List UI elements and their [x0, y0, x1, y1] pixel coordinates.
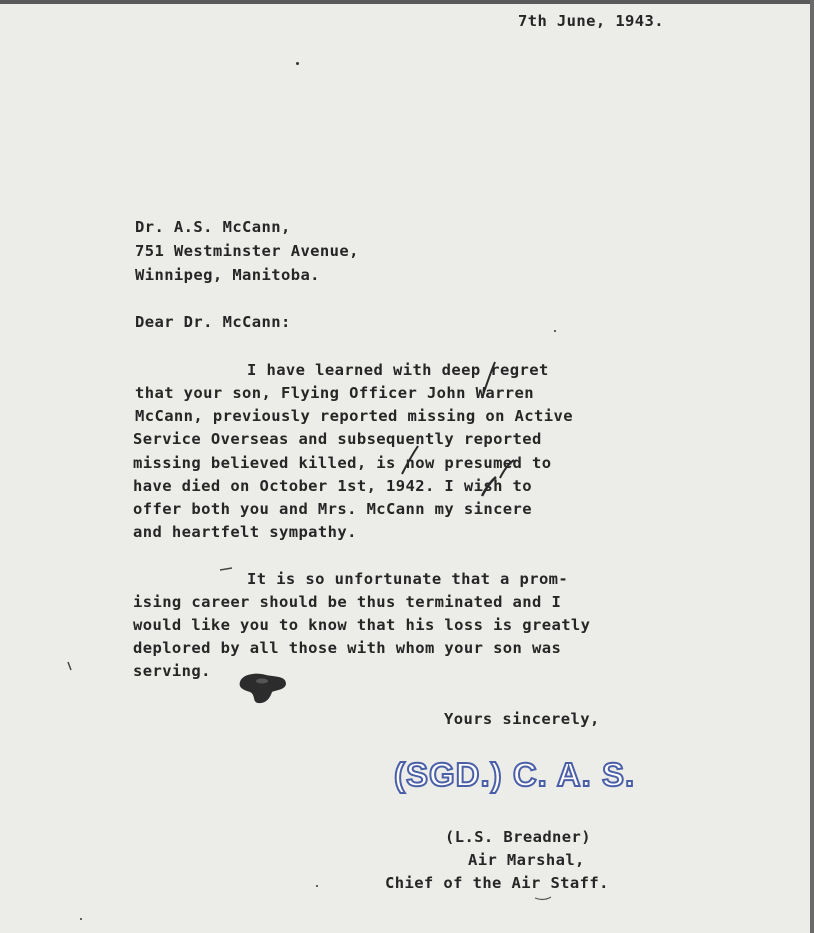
letter-date: 7th June, 1943.	[518, 12, 664, 30]
paragraph-1-line: offer both you and Mrs. McCann my sincere	[133, 500, 533, 518]
paper-speck	[296, 62, 299, 65]
paragraph-1-line: Service Overseas and subsequently reported	[133, 430, 542, 448]
paragraph-1-line: and heartfelt sympathy.	[133, 523, 357, 541]
paragraph-2-line: serving.	[133, 662, 211, 680]
salutation: Dear Dr. McCann:	[135, 313, 291, 331]
address-line-3: Winnipeg, Manitoba.	[135, 266, 320, 284]
paragraph-2-line: would like you to know that his loss is greatly	[133, 616, 591, 634]
paper-speck	[316, 885, 318, 887]
signatory-name: (L.S. Breadner)	[445, 828, 591, 846]
paper-speck	[554, 330, 556, 332]
paragraph-1-line: I have learned with deep regret	[247, 361, 549, 379]
closing: Yours sincerely,	[444, 710, 600, 728]
paragraph-1-line: have died on October 1st, 1942. I wish to	[133, 477, 533, 495]
paragraph-2-line: deplored by all those with whom your son was	[133, 639, 562, 657]
paragraph-1-line: that your son, Flying Officer John Warren	[135, 384, 535, 402]
paper-speck	[80, 918, 82, 920]
paragraph-1-line: McCann, previously reported missing on Active	[135, 407, 573, 425]
paragraph-2-line: ising career should be thus terminated and I	[133, 593, 562, 611]
signatory-rank: Air Marshal,	[468, 851, 585, 869]
signature-stamp: (SGD.) C. A. S.	[394, 756, 636, 793]
signatory-title: Chief of the Air Staff.	[385, 874, 609, 892]
address-line-1: Dr. A.S. McCann,	[135, 218, 291, 236]
paragraph-1-line: missing believed killed, is now presumed to	[133, 454, 552, 472]
address-line-2: 751 Westminster Avenue,	[135, 242, 359, 260]
paragraph-2-line: It is so unfortunate that a prom-	[247, 570, 569, 588]
